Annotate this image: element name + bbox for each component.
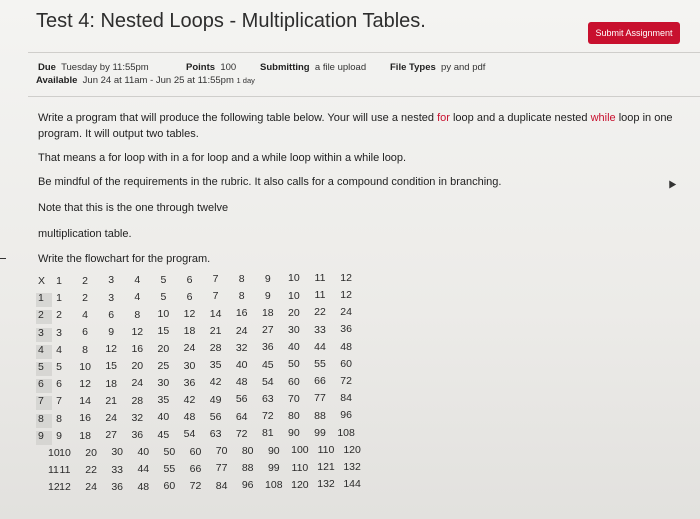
table-cell: 20 <box>131 360 144 373</box>
table-cell: 45 <box>157 428 170 441</box>
table-cell: 12 <box>183 307 196 320</box>
table-cell: 35 <box>209 359 222 372</box>
table-cell: 99 <box>314 426 326 439</box>
table-cell: 30 <box>157 377 170 389</box>
table-cell: 100 <box>291 444 309 457</box>
table-cell: 120 <box>291 478 309 491</box>
table-cell: 84 <box>340 392 352 405</box>
table-cell: 24 <box>131 377 144 390</box>
table-cell: 42 <box>183 393 196 406</box>
table-header-cell: 12 <box>340 271 352 284</box>
table-cell: 12 <box>79 377 91 390</box>
table-cell: 16 <box>79 412 91 425</box>
table-cell: 50 <box>288 358 300 371</box>
table-cell: 10 <box>157 308 170 321</box>
table-header-cell: 11 <box>314 272 326 284</box>
table-cell: 16 <box>235 307 248 320</box>
table-cell: 15 <box>157 325 170 338</box>
table-cell: 49 <box>209 393 222 406</box>
table-cell: 18 <box>79 429 91 442</box>
table-cell: 60 <box>189 445 202 458</box>
table-cell: 7 <box>56 395 62 408</box>
table-cell: 110 <box>291 461 309 474</box>
table-cell: 32 <box>131 411 144 424</box>
table-cell: 7 <box>212 290 219 303</box>
table-cell: 2 <box>56 309 62 322</box>
table-cell: 36 <box>261 341 274 354</box>
table-cell: 108 <box>265 479 283 491</box>
submitting-value: a file upload <box>314 62 367 73</box>
table-cell: 48 <box>183 411 196 424</box>
table-cell: 50 <box>163 445 176 458</box>
table-cell: 77 <box>314 392 326 405</box>
table-cell: 35 <box>157 394 170 407</box>
table-cell: 6 <box>56 378 62 391</box>
table-cell: 11 <box>314 289 326 302</box>
table-cell: 27 <box>105 429 118 442</box>
table-cell: 10 <box>79 360 91 373</box>
table-cell: 96 <box>241 479 254 492</box>
table-cell: 48 <box>340 340 352 353</box>
page-title: Test 4: Nested Loops - Multiplication Tables. <box>36 10 426 32</box>
available-duration: 1 day <box>236 76 255 85</box>
table-cell: 96 <box>340 409 352 422</box>
table-row-header: 5 <box>38 361 44 373</box>
table-cell: 36 <box>111 480 124 493</box>
table-cell: 36 <box>340 323 352 336</box>
table-cell: 4 <box>56 343 62 356</box>
submitting-info <box>260 62 366 73</box>
table-cell: 88 <box>314 409 326 422</box>
table-cell: 56 <box>209 410 222 423</box>
table-cell: 60 <box>288 375 300 388</box>
table-cell: 8 <box>56 412 62 425</box>
table-cell: 90 <box>267 444 280 457</box>
table-cell: 55 <box>314 358 326 370</box>
table-cell: 6 <box>108 308 115 321</box>
points-info <box>186 62 236 73</box>
table-header-cell: 4 <box>134 274 141 287</box>
table-cell: 24 <box>340 306 352 319</box>
table-header-cell: 6 <box>186 273 193 286</box>
table-header-cell: 5 <box>160 273 167 286</box>
table-cell: 20 <box>288 306 300 319</box>
table-cell: 80 <box>288 409 300 422</box>
table-cell: 44 <box>314 340 326 353</box>
table-cell: 4 <box>134 291 141 304</box>
due-value: Tuesday by 11:55pm <box>61 62 149 73</box>
table-cell: 72 <box>235 427 248 440</box>
table-cell: 8 <box>82 343 89 356</box>
table-cell: 40 <box>157 411 170 424</box>
table-cell: 5 <box>160 291 167 303</box>
table-cell: 22 <box>85 463 97 476</box>
table-cell: 24 <box>105 412 118 424</box>
keyword-while: while <box>590 112 616 124</box>
table-cell: 70 <box>288 392 300 405</box>
table-header-cell: 2 <box>82 274 89 287</box>
table-header-cell: 10 <box>288 272 300 285</box>
table-cell: 6 <box>82 326 89 339</box>
table-cell: 12 <box>105 343 118 356</box>
header-divider <box>28 52 700 53</box>
table-cell: 10 <box>288 289 300 302</box>
table-cell: 40 <box>137 446 150 459</box>
table-cell: 64 <box>235 410 248 423</box>
table-cell: 60 <box>340 357 352 370</box>
table-cell: 5 <box>56 361 62 373</box>
table-cell: 48 <box>137 480 150 493</box>
table-cell: 28 <box>209 342 222 354</box>
table-cell: 54 <box>261 375 274 388</box>
table-header-cell: 7 <box>212 273 219 286</box>
table-cell: 12 <box>131 325 144 338</box>
table-cell: 72 <box>189 479 202 492</box>
table-header-cell: 8 <box>238 272 245 285</box>
mouse-cursor-icon <box>666 178 676 188</box>
table-cell: 63 <box>261 393 274 405</box>
table-cell: 12 <box>340 288 352 301</box>
table-cell: 18 <box>183 325 196 338</box>
table-cell: 72 <box>261 410 274 423</box>
table-cell: 21 <box>209 324 222 337</box>
table-cell: 110 <box>317 444 335 456</box>
available-label: Available <box>36 75 78 86</box>
table-cell: 63 <box>209 428 222 440</box>
table-cell: 99 <box>267 461 280 474</box>
table-cell: 40 <box>288 341 300 354</box>
filetypes-value: py and pdf <box>441 62 486 73</box>
points-value: 100 <box>220 62 237 73</box>
table-cell: 66 <box>189 462 202 475</box>
table-row-header: 11 <box>48 464 59 477</box>
table-cell: 60 <box>163 480 176 493</box>
table-cell: 36 <box>183 376 196 389</box>
table-row-header: 8 <box>38 412 44 425</box>
table-cell: 36 <box>131 428 144 441</box>
table-cell: 3 <box>56 326 62 339</box>
table-cell: 14 <box>209 307 222 320</box>
table-cell: 9 <box>56 429 62 442</box>
table-cell: 18 <box>105 377 118 390</box>
table-cell: 81 <box>261 427 274 440</box>
table-row-header: 1 <box>38 292 44 305</box>
table-cell: 132 <box>317 478 335 491</box>
table-cell: 11 <box>59 464 71 477</box>
table-cell: 144 <box>343 478 361 491</box>
table-cell: 132 <box>343 460 361 473</box>
due-info <box>38 62 149 73</box>
table-cell: 20 <box>157 342 170 355</box>
table-cell: 8 <box>238 290 245 303</box>
table-row-header: 10 <box>48 447 60 459</box>
available-info <box>36 75 255 86</box>
table-cell: 28 <box>131 394 144 407</box>
table-cell: 32 <box>235 341 248 354</box>
table-cell: 30 <box>288 323 300 336</box>
table-cell: 15 <box>105 360 118 373</box>
details-divider <box>28 96 700 97</box>
table-cell: 84 <box>215 479 228 492</box>
filetypes-info <box>390 62 485 73</box>
table-cell: 70 <box>215 445 228 458</box>
due-label: Due <box>38 62 56 73</box>
table-cell: 30 <box>111 446 124 459</box>
available-value: Jun 24 at 11am - Jun 25 at 11:55pm <box>82 75 234 86</box>
table-cell: 18 <box>261 307 274 319</box>
table-cell: 121 <box>317 461 335 474</box>
edge-mark <box>0 258 6 259</box>
table-cell: 30 <box>183 359 196 372</box>
table-row-header: 9 <box>38 429 44 442</box>
description-line-6: multiplication table. <box>38 228 132 240</box>
table-cell: 12 <box>59 481 71 494</box>
table-cell: 90 <box>288 427 300 440</box>
table-corner: X <box>38 275 46 287</box>
table-cell: 9 <box>108 326 115 338</box>
table-cell: 108 <box>337 426 355 439</box>
description-line-1: Write a program that will produce the following table below. Your will use a nested for loop and a duplicate nested while loop in one <box>38 112 673 124</box>
keyword-for: for <box>437 112 450 124</box>
table-cell: 14 <box>79 395 91 408</box>
table-row-header: 6 <box>38 378 44 391</box>
table-cell: 72 <box>340 374 352 387</box>
table-cell: 77 <box>215 462 228 475</box>
table-row-header: 4 <box>38 343 44 356</box>
table-cell: 16 <box>131 342 144 355</box>
description-line-4: Be mindful of the requirements in the rubric. It also calls for a compound condition in branching. <box>38 176 502 188</box>
table-row-header: 7 <box>38 395 44 408</box>
table-cell: 24 <box>85 481 97 494</box>
table-row-header: 12 <box>48 481 60 494</box>
table-cell: 56 <box>235 393 248 406</box>
submit-assignment-button[interactable]: Submit Assignment <box>588 22 680 44</box>
table-cell: 22 <box>314 306 326 319</box>
description-line-7: Write the flowchart for the program. <box>38 253 211 265</box>
table-cell: 10 <box>59 447 71 459</box>
table-cell: 6 <box>186 290 193 303</box>
filetypes-label: File Types <box>390 62 436 73</box>
table-header-cell: 9 <box>264 272 271 285</box>
table-cell: 27 <box>261 324 274 337</box>
table-cell: 1 <box>56 292 62 305</box>
table-cell: 21 <box>105 394 118 407</box>
table-cell: 120 <box>343 443 361 456</box>
table-header-cell: 3 <box>108 274 115 287</box>
table-cell: 4 <box>82 309 89 322</box>
table-cell: 25 <box>157 359 170 372</box>
table-cell: 33 <box>111 463 124 476</box>
table-cell: 24 <box>235 324 248 337</box>
table-cell: 33 <box>314 323 326 336</box>
table-row-header: 2 <box>38 309 44 322</box>
table-row-header: 3 <box>38 326 44 339</box>
table-cell: 24 <box>183 342 196 355</box>
table-cell: 45 <box>261 358 274 371</box>
table-cell: 3 <box>108 291 115 304</box>
description-line-2: program. It will output two tables. <box>38 128 199 140</box>
table-cell: 20 <box>85 446 97 459</box>
points-label: Points <box>186 62 216 73</box>
table-cell: 80 <box>241 444 254 457</box>
table-cell: 42 <box>209 376 222 389</box>
table-cell: 48 <box>235 376 248 389</box>
table-cell: 2 <box>82 291 89 304</box>
table-cell: 55 <box>163 463 176 475</box>
table-cell: 54 <box>183 428 196 441</box>
table-cell: 40 <box>235 358 248 371</box>
table-cell: 66 <box>314 375 326 388</box>
table-cell: 8 <box>134 308 141 321</box>
table-cell: 44 <box>137 463 150 476</box>
table-cell: 9 <box>264 289 271 302</box>
submitting-label: Submitting <box>260 62 310 73</box>
table-cell: 88 <box>241 462 254 475</box>
description-line-3: That means a for loop with in a for loop and a while loop within a while loop. <box>38 152 407 164</box>
description-line-5: Note that this is the one through twelve <box>38 202 229 214</box>
table-header-cell: 1 <box>56 275 62 287</box>
